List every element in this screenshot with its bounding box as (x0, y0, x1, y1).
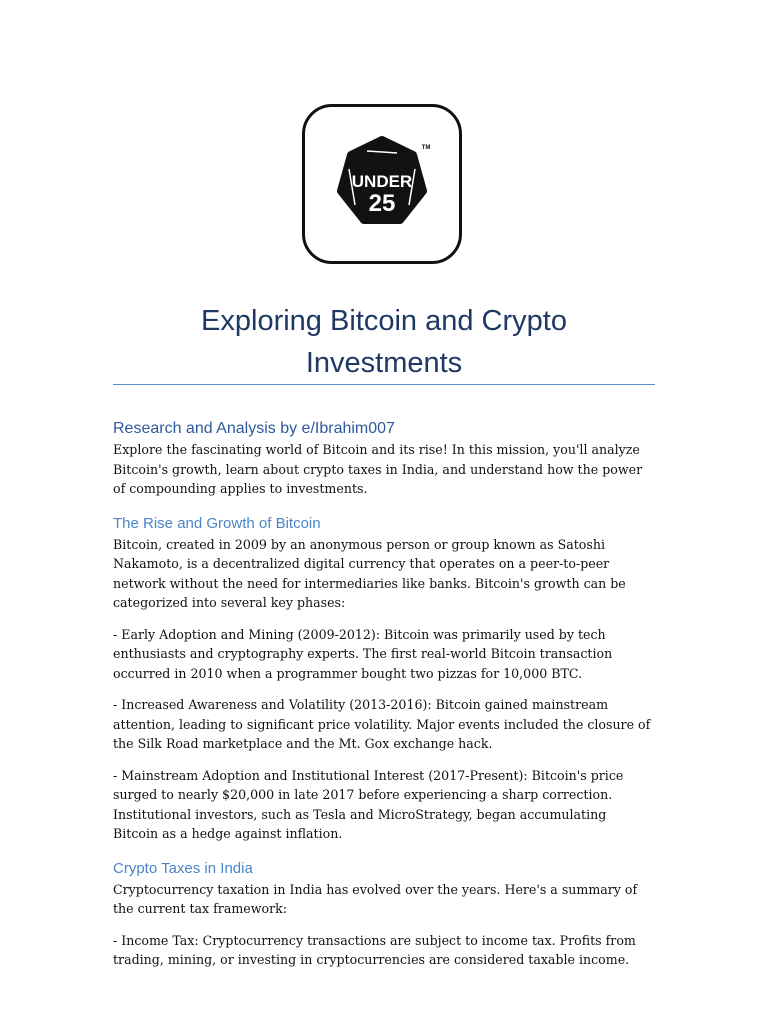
section-heading-crypto-taxes: Crypto Taxes in India (113, 859, 253, 877)
paragraph-increased-awareness: - Increased Awareness and Volatility (2013-2016): Bitcoin gained mainstream attention, leading to significant price volatility. Major events included the closure of the Silk Road marketplace and the Mt. Gox exchange hack. (113, 697, 651, 751)
document-title-line2: Investments (305, 347, 463, 379)
logo-trademark: TM (421, 145, 431, 151)
paragraph-mainstream-adoption: - Mainstream Adoption and Institutional Interest (2017-Present): Bitcoin's price surged to nearly $20,000 in late 2017 before experiencing a sharp correction. Institutional investors, such as Tesla and MicroStrategy, began accumulating Bitcoin as a hedge against inflation. (113, 767, 624, 841)
under25-logo (302, 104, 462, 264)
paragraph-early-adoption: - Early Adoption and Mining (2009-2012): Bitcoin was primarily used by tech enthusiasts and cryptography experts. The first real-world Bitcoin transaction occurred in 2010 when a programmer bought two pizzas for 10,000 BTC. (113, 626, 613, 681)
logo-text-under: UNDER (351, 172, 413, 191)
author-heading: Research and Analysis by e/Ibrahim007 (113, 420, 395, 437)
under25-emblem-icon (305, 107, 459, 261)
logo-text-25: 25 (368, 190, 396, 217)
title-divider (113, 384, 655, 385)
intro-paragraph: Explore the fascinating world of Bitcoin and its rise! In this mission, you'll analyze Bitcoin's growth, learn about crypto taxes in India, and understand how the power of compounding applies to investments. (113, 442, 643, 496)
document-title (113, 300, 655, 384)
paragraph-tax-framework: Cryptocurrency taxation in India has evolved over the years. Here's a summary of the current tax framework: (113, 881, 638, 916)
document-title-line1: Exploring Bitcoin and Crypto (201, 305, 567, 337)
paragraph-bitcoin-overview: Bitcoin, created in 2009 by an anonymous person or group known as Satoshi Nakamoto, is a decentralized digital currency that operates on a peer-to-peer network without the need for intermediaries like banks. Bitcoin's growth can be categorized into several key phases: (113, 536, 626, 610)
paragraph-income-tax: - Income Tax: Cryptocurrency transactions are subject to income tax. Profits from trading, mining, or investing in cryptocurrencies are considered taxable income. (113, 932, 636, 967)
section-heading-bitcoin-growth: The Rise and Growth of Bitcoin (113, 514, 321, 532)
document-body (113, 418, 655, 970)
